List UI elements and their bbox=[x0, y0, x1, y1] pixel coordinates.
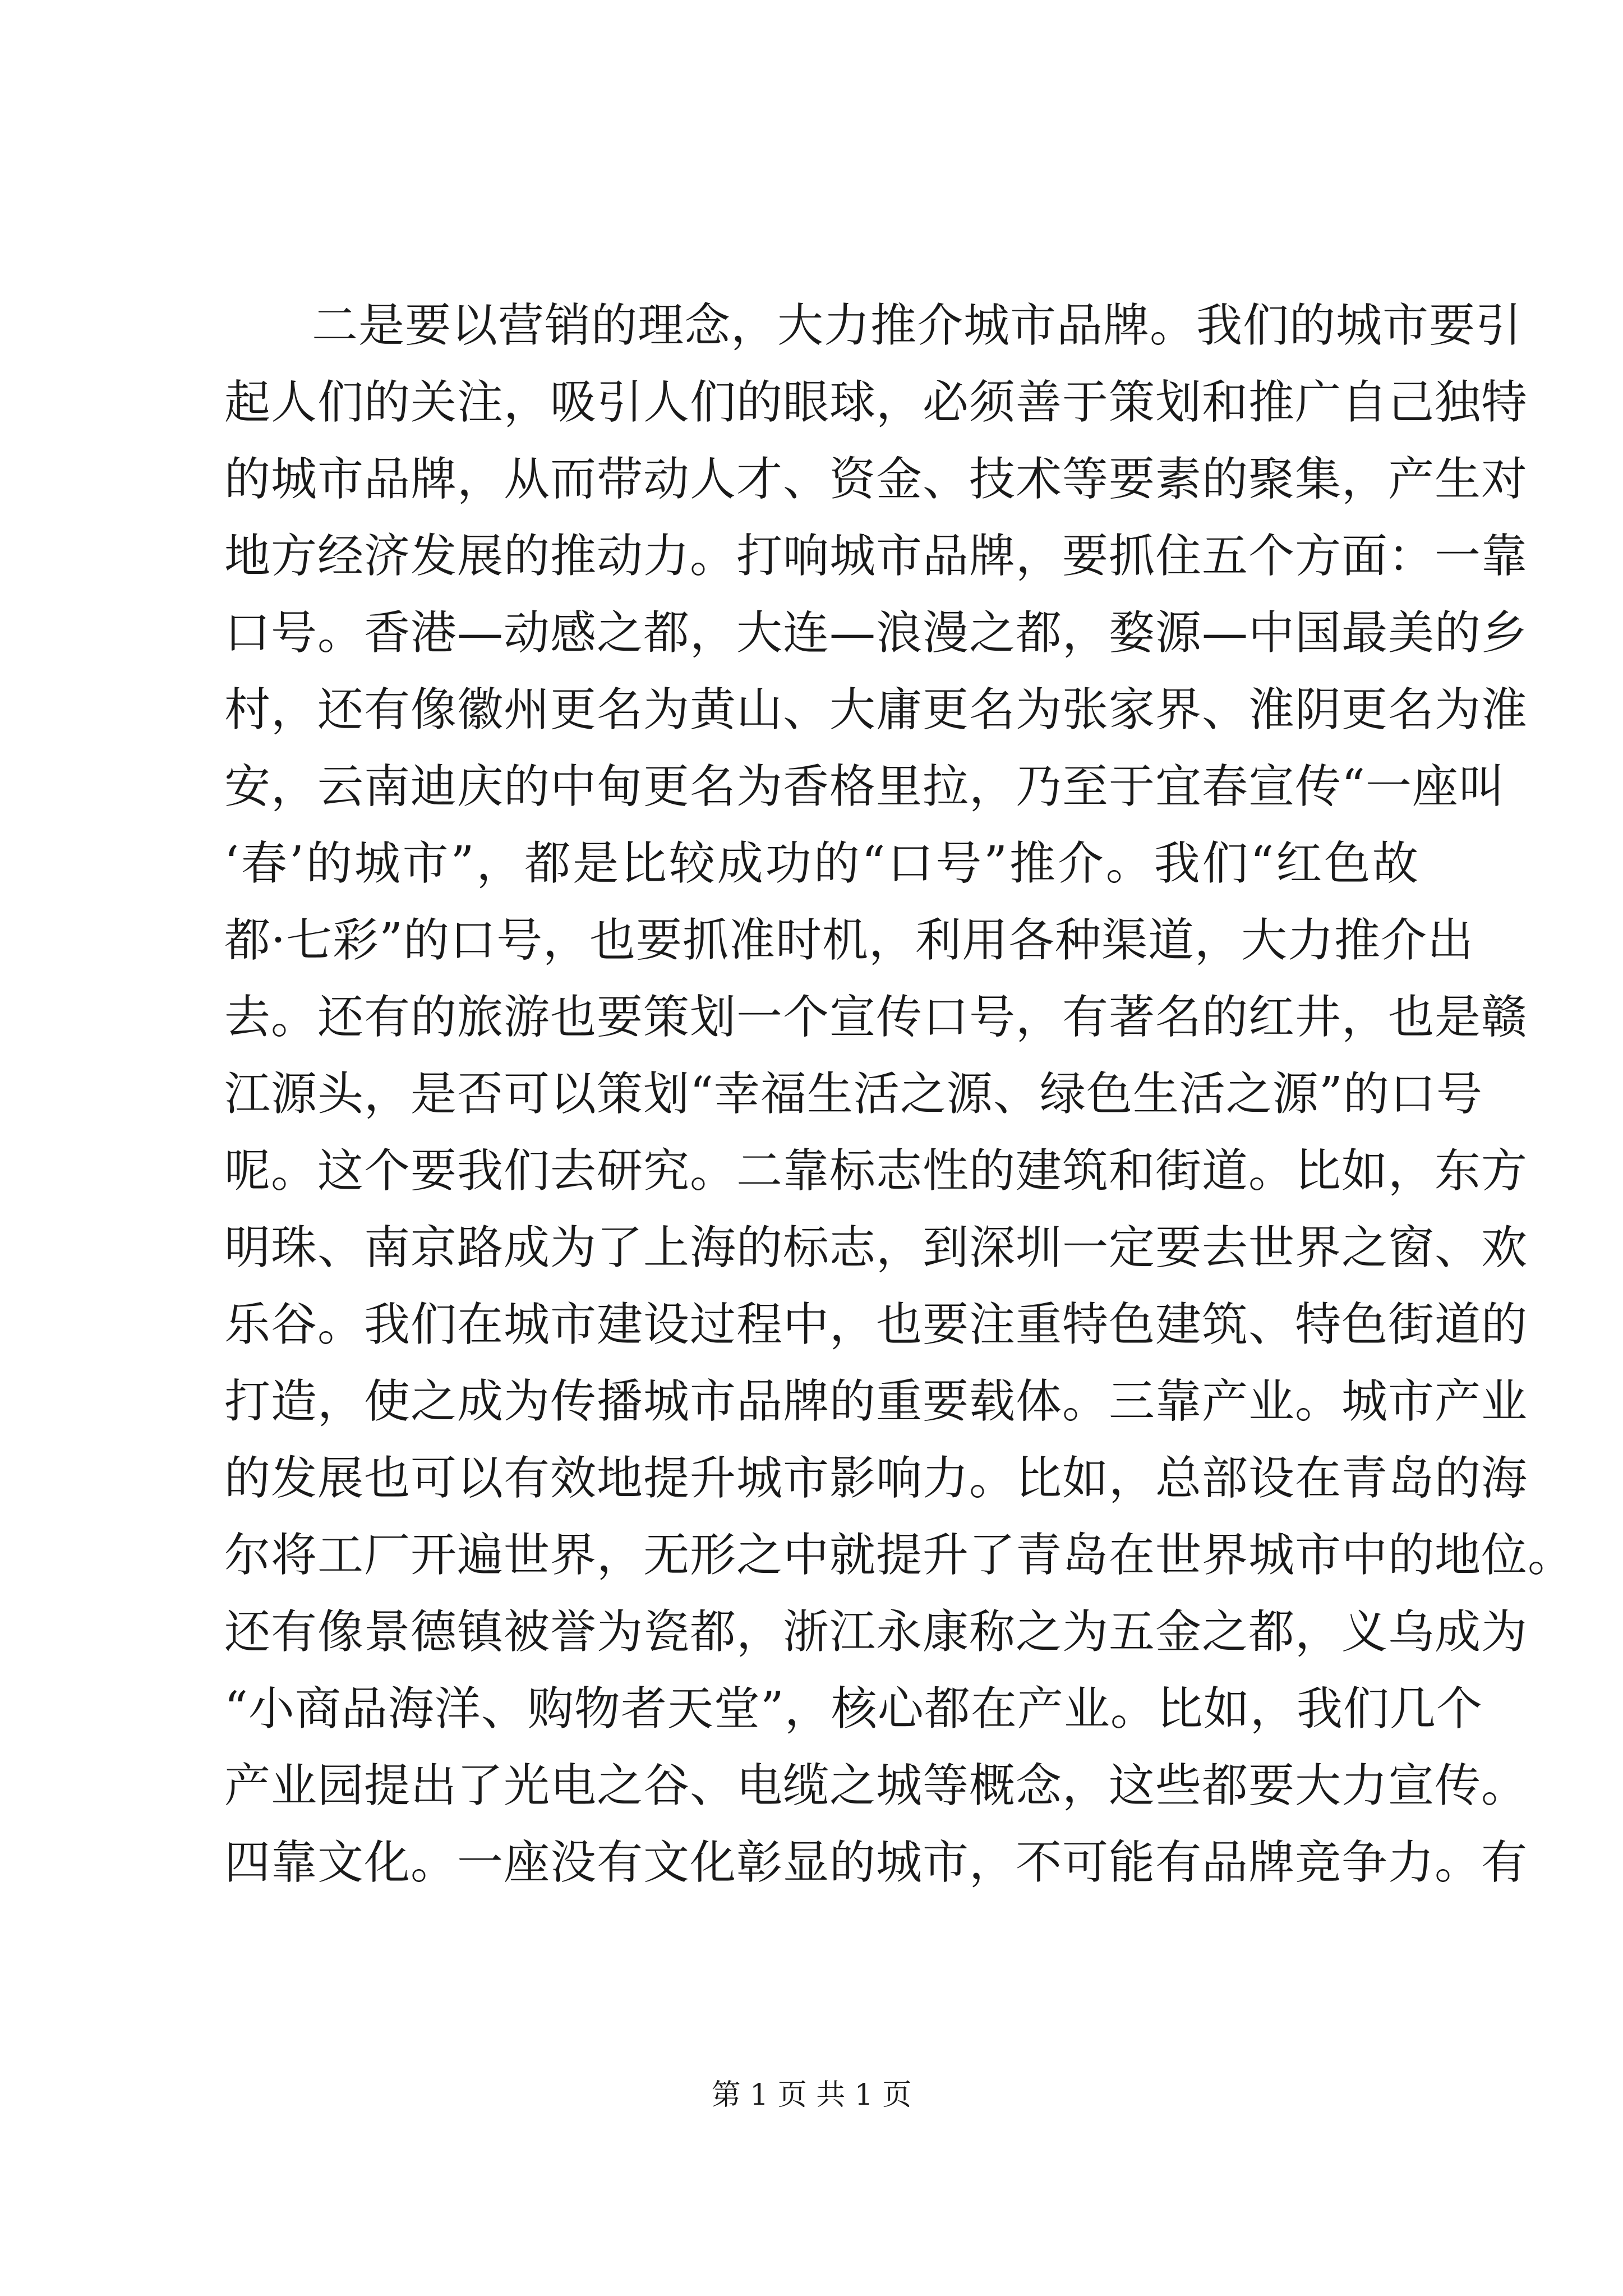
text-line: 二是要以营销的理念，大力推介城市品牌。我们的城市要引 bbox=[312, 299, 1523, 352]
text-line: 尔将工厂开遍世界，无形之中就提升了青岛在世界城市中的地位。 bbox=[224, 1529, 1575, 1582]
text-line: 的发展也可以有效地提升城市影响力。比如，总部设在青岛的海 bbox=[224, 1452, 1528, 1505]
text-line: 地方经济发展的推动力。打响城市品牌，要抓住五个方面：一靠 bbox=[224, 530, 1528, 583]
text-line: 去。还有的旅游也要策划一个宣传口号，有著名的红井，也是赣 bbox=[224, 991, 1528, 1044]
text-line: 明珠、南京路成为了上海的标志，到深圳一定要去世界之窗、欢 bbox=[224, 1221, 1528, 1274]
text-line: 产业园提出了光电之谷、电缆之城等概念，这些都要大力宣传。 bbox=[224, 1759, 1528, 1812]
text-line: 还有像景德镇被誉为瓷都，浙江永康称之为五金之都，义乌成为 bbox=[224, 1605, 1528, 1659]
text-line: 安，云南迪庆的中甸更名为香格里拉，乃至于宜春宣传“一座叫 bbox=[224, 760, 1505, 813]
body-paragraph bbox=[224, 287, 1575, 1901]
page-footer bbox=[0, 2076, 1623, 2115]
page-number-label: 第 1 页 共 1 页 bbox=[711, 2078, 912, 2112]
text-line: 乐谷。我们在城市建设过程中，也要注重特色建筑、特色街道的 bbox=[224, 1298, 1528, 1351]
text-line: 四靠文化。一座没有文化彰显的城市，不可能有品牌竞争力。有 bbox=[224, 1836, 1528, 1889]
text-line: 村，还有像徽州更名为黄山、大庸更名为张家界、淮阴更名为淮 bbox=[224, 683, 1528, 737]
text-line: 呢。这个要我们去研究。二靠标志性的建筑和街道。比如，东方 bbox=[224, 1144, 1528, 1198]
text-line: “小商品海洋、购物者天堂”，核心都在产业。比如，我们几个 bbox=[224, 1682, 1483, 1736]
text-line: 起人们的关注，吸引人们的眼球，必须善于策划和推广自己独特 bbox=[224, 376, 1528, 429]
text-line: 都·七彩”的口号，也要抓准时机，利用各种渠道，大力推介出 bbox=[224, 914, 1474, 967]
text-line: 江源头，是否可以策划“幸福生活之源、绿色生活之源”的口号 bbox=[224, 1068, 1483, 1121]
text-line: ‘春’的城市”，都是比较成功的“口号”推介。我们“红色故 bbox=[224, 837, 1419, 890]
text-line: 口号。香港—动感之都，大连—浪漫之都，婺源—中国最美的乡 bbox=[224, 606, 1528, 660]
text-line: 的城市品牌，从而带动人才、资金、技术等要素的聚集，产生对 bbox=[224, 453, 1528, 506]
text-line: 打造，使之成为传播城市品牌的重要载体。三靠产业。城市产业 bbox=[224, 1375, 1528, 1428]
